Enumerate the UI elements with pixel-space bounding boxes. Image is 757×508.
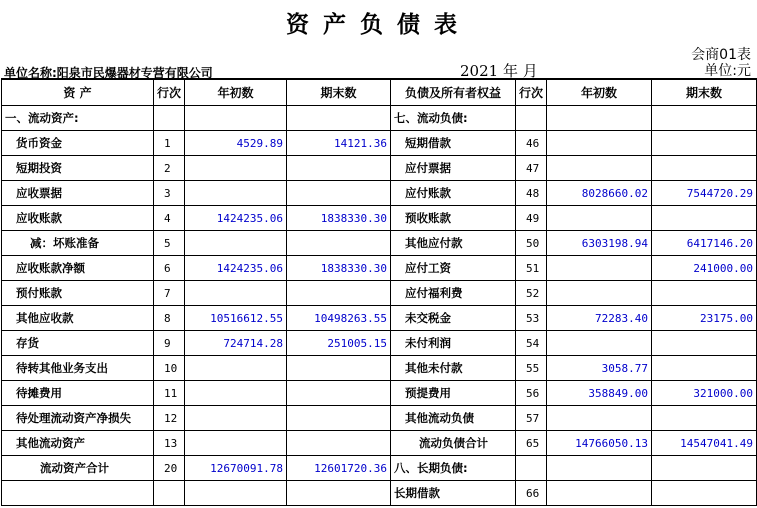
liability-begin-value: 72283.40: [547, 306, 652, 331]
asset-begin-value: 4529.89: [185, 131, 287, 156]
table-row: [2, 306, 757, 331]
liability-begin-value: [547, 481, 652, 506]
liability-begin-value: 358849.00: [547, 381, 652, 406]
liability-end-value: [652, 131, 757, 156]
liability-label: 长期借款: [391, 481, 516, 506]
asset-end-value: [287, 481, 391, 506]
table-row: [2, 381, 757, 406]
header-end-2: 期末数: [652, 79, 757, 106]
header-begin-2: 年初数: [547, 79, 652, 106]
asset-line: 3: [154, 181, 185, 206]
liability-label: 其他应付款: [391, 231, 516, 256]
asset-end-value: 1838330.30: [287, 206, 391, 231]
liability-line: 52: [516, 281, 547, 306]
liability-line: 50: [516, 231, 547, 256]
liability-end-value: 6417146.20: [652, 231, 757, 256]
liability-begin-value: [547, 131, 652, 156]
liability-end-value: [652, 481, 757, 506]
asset-label: 待转其他业务支出: [2, 356, 154, 381]
liability-end-value: [652, 206, 757, 231]
liability-end-value: 321000.00: [652, 381, 757, 406]
asset-end-value: [287, 106, 391, 131]
asset-label: [2, 481, 154, 506]
header-liability: 负债及所有者权益: [391, 79, 516, 106]
asset-begin-value: 1424235.06: [185, 206, 287, 231]
asset-line: 2: [154, 156, 185, 181]
asset-line: [154, 481, 185, 506]
liability-label: 应付福利费: [391, 281, 516, 306]
liability-label: 短期借款: [391, 131, 516, 156]
liability-end-value: [652, 456, 757, 481]
liability-end-value: [652, 106, 757, 131]
liability-label: 未交税金: [391, 306, 516, 331]
asset-begin-value: 724714.28: [185, 331, 287, 356]
asset-label: 应收账款净额: [2, 256, 154, 281]
asset-end-value: 12601720.36: [287, 456, 391, 481]
liability-label: 未付利润: [391, 331, 516, 356]
table-row: [2, 231, 757, 256]
liability-label: 预提费用: [391, 381, 516, 406]
liability-begin-value: 6303198.94: [547, 231, 652, 256]
liability-line: [516, 106, 547, 131]
header-begin: 年初数: [185, 79, 287, 106]
liability-begin-value: [547, 206, 652, 231]
liability-line: 46: [516, 131, 547, 156]
form-code: 会商01表: [691, 47, 751, 63]
asset-begin-value: [185, 356, 287, 381]
asset-label: 短期投资: [2, 156, 154, 181]
asset-begin-value: [185, 156, 287, 181]
liability-line: 54: [516, 331, 547, 356]
table-row: [2, 256, 757, 281]
asset-label: 减：坏账准备: [2, 231, 154, 256]
asset-line: 9: [154, 331, 185, 356]
table-row: [2, 156, 757, 181]
liability-line: 47: [516, 156, 547, 181]
asset-end-value: [287, 281, 391, 306]
asset-end-value: 1838330.30: [287, 256, 391, 281]
asset-label: 货币资金: [2, 131, 154, 156]
report-title: 资产负债表: [286, 11, 471, 38]
report-period: 2021 年 月: [460, 62, 538, 80]
asset-label: 应收账款: [2, 206, 154, 231]
asset-label: 待摊费用: [2, 381, 154, 406]
liability-begin-value: 14766050.13: [547, 431, 652, 456]
liability-begin-value: [547, 281, 652, 306]
liability-line: 49: [516, 206, 547, 231]
asset-label: 其他流动资产: [2, 431, 154, 456]
liability-label: 其他流动负债: [391, 406, 516, 431]
asset-line: 7: [154, 281, 185, 306]
header-line-2: 行次: [516, 79, 547, 106]
liability-end-value: 23175.00: [652, 306, 757, 331]
liability-line: 55: [516, 356, 547, 381]
table-row: [2, 481, 757, 506]
table-row: [2, 206, 757, 231]
header-row: [2, 79, 757, 106]
table-row: [2, 406, 757, 431]
asset-begin-value: [185, 381, 287, 406]
unit-name: 单位名称:阳泉市民爆器材专营有限公司: [4, 66, 213, 80]
liability-end-value: 7544720.29: [652, 181, 757, 206]
balance-sheet-table: [1, 78, 757, 506]
asset-line: 12: [154, 406, 185, 431]
asset-begin-value: 12670091.78: [185, 456, 287, 481]
asset-end-value: 14121.36: [287, 131, 391, 156]
asset-begin-value: 1424235.06: [185, 256, 287, 281]
asset-begin-value: [185, 181, 287, 206]
asset-line: [154, 106, 185, 131]
liability-label: 七、流动负债:: [391, 106, 516, 131]
asset-label: 待处理流动资产净损失: [2, 406, 154, 431]
liability-begin-value: [547, 406, 652, 431]
asset-end-value: [287, 381, 391, 406]
asset-end-value: [287, 356, 391, 381]
asset-begin-value: [185, 106, 287, 131]
liability-line: 66: [516, 481, 547, 506]
table-row: [2, 181, 757, 206]
asset-line: 5: [154, 231, 185, 256]
liability-end-value: 241000.00: [652, 256, 757, 281]
liability-begin-value: 3058.77: [547, 356, 652, 381]
header-line: 行次: [154, 79, 185, 106]
asset-line: 13: [154, 431, 185, 456]
liability-end-value: [652, 406, 757, 431]
asset-begin-value: [185, 431, 287, 456]
liability-end-value: [652, 331, 757, 356]
asset-begin-value: [185, 406, 287, 431]
liability-begin-value: [547, 456, 652, 481]
asset-line: 10: [154, 356, 185, 381]
asset-begin-value: [185, 281, 287, 306]
liability-begin-value: [547, 106, 652, 131]
table-row: [2, 331, 757, 356]
asset-label: 流动资产合计: [2, 456, 154, 481]
asset-line: 11: [154, 381, 185, 406]
asset-end-value: [287, 181, 391, 206]
liability-begin-value: 8028660.02: [547, 181, 652, 206]
asset-end-value: [287, 231, 391, 256]
liability-line: 65: [516, 431, 547, 456]
asset-line: 4: [154, 206, 185, 231]
liability-line: 57: [516, 406, 547, 431]
asset-end-value: [287, 431, 391, 456]
asset-label: 一、流动资产:: [2, 106, 154, 131]
liability-label: 应付工资: [391, 256, 516, 281]
liability-label: 八、长期负债:: [391, 456, 516, 481]
liability-line: 53: [516, 306, 547, 331]
liability-label: 其他未付款: [391, 356, 516, 381]
liability-line: 56: [516, 381, 547, 406]
liability-label: 预收账款: [391, 206, 516, 231]
liability-begin-value: [547, 331, 652, 356]
asset-label: 应收票据: [2, 181, 154, 206]
asset-end-value: [287, 406, 391, 431]
asset-label: 存货: [2, 331, 154, 356]
liability-begin-value: [547, 156, 652, 181]
liability-label: 应付票据: [391, 156, 516, 181]
liability-end-value: [652, 356, 757, 381]
liability-line: 48: [516, 181, 547, 206]
table-row: [2, 431, 757, 456]
asset-line: 1: [154, 131, 185, 156]
asset-line: 20: [154, 456, 185, 481]
asset-line: 8: [154, 306, 185, 331]
liability-end-value: [652, 281, 757, 306]
table-row: [2, 131, 757, 156]
liability-line: [516, 456, 547, 481]
table-row: [2, 106, 757, 131]
asset-begin-value: [185, 231, 287, 256]
table-row: [2, 356, 757, 381]
liability-end-value: 14547041.49: [652, 431, 757, 456]
header-end: 期末数: [287, 79, 391, 106]
asset-label: 其他应收款: [2, 306, 154, 331]
asset-end-value: 10498263.55: [287, 306, 391, 331]
liability-begin-value: [547, 256, 652, 281]
liability-end-value: [652, 156, 757, 181]
liability-line: 51: [516, 256, 547, 281]
asset-begin-value: 10516612.55: [185, 306, 287, 331]
liability-label: 流动负债合计: [391, 431, 516, 456]
asset-end-value: 251005.15: [287, 331, 391, 356]
table-row: [2, 456, 757, 481]
table-row: [2, 281, 757, 306]
currency-unit: 单位:元: [704, 63, 751, 79]
asset-end-value: [287, 156, 391, 181]
asset-label: 预付账款: [2, 281, 154, 306]
liability-label: 应付账款: [391, 181, 516, 206]
asset-begin-value: [185, 481, 287, 506]
asset-line: 6: [154, 256, 185, 281]
header-asset: 资 产: [2, 79, 154, 106]
